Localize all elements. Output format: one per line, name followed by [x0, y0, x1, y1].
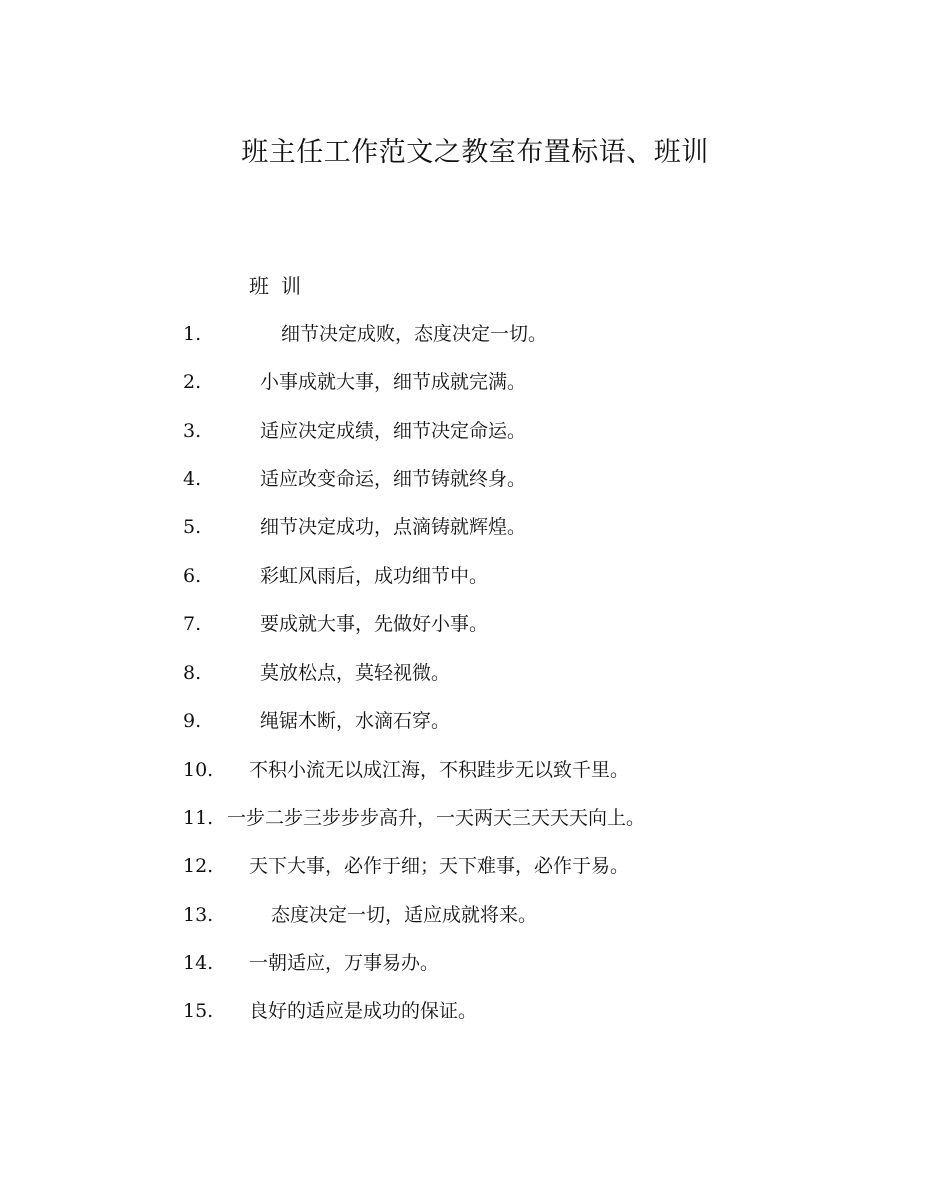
list-item-text: 莫放松点，莫轻视微。	[260, 662, 451, 684]
list-item-number: 2.	[183, 371, 202, 393]
list-item-text: 一步二步三步步步高升，一天两天三天天天向上。	[227, 807, 646, 829]
section-heading: 班训	[249, 274, 313, 298]
list-item-number: 11.	[183, 807, 214, 829]
list-item-number: 6.	[183, 565, 202, 587]
list-item-text: 要成就大事，先做好小事。	[260, 613, 489, 635]
list-item-text: 适应改变命运，细节铸就终身。	[260, 468, 527, 490]
list-item-number: 8.	[183, 662, 202, 684]
list-item-number: 5.	[183, 516, 202, 538]
page-title: 班主任工作范文之教室布置标语、班训	[241, 137, 709, 168]
list-item-text: 适应决定成绩，细节决定命运。	[260, 420, 527, 442]
list-item-number: 14.	[183, 952, 214, 974]
list-item-text: 细节决定成败，态度决定一切。	[281, 323, 548, 345]
list-item-number: 1.	[183, 323, 202, 345]
list-item-number: 13.	[183, 904, 214, 926]
list-item-text: 彩虹风雨后，成功细节中。	[260, 565, 489, 587]
list-item-number: 12.	[183, 855, 214, 877]
list-item-text: 天下大事，必作于细；天下难事，必作于易。	[249, 855, 630, 877]
list-item-number: 4.	[183, 468, 202, 490]
list-item-text: 态度决定一切，适应成就将来。	[271, 904, 538, 926]
list-item-text: 一朝适应，万事易办。	[249, 952, 440, 974]
list-item-number: 9.	[183, 710, 202, 732]
list-item-text: 细节决定成功，点滴铸就辉煌。	[260, 516, 527, 538]
list-item-text: 不积小流无以成江海，不积跬步无以致千里。	[249, 759, 630, 781]
list-item-number: 15.	[183, 1000, 214, 1022]
list-item-number: 10.	[183, 759, 214, 781]
list-item-number: 7.	[183, 613, 202, 635]
list-item-text: 小事成就大事，细节成就完满。	[260, 371, 527, 393]
list-item-text: 绳锯木断，水滴石穿。	[260, 710, 451, 732]
list-item-number: 3.	[183, 420, 202, 442]
list-item-text: 良好的适应是成功的保证。	[249, 1000, 478, 1022]
